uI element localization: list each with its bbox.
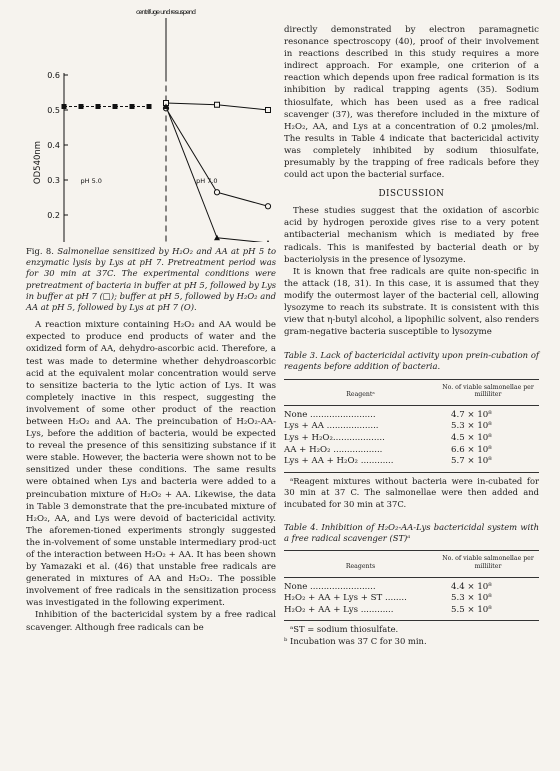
data-point <box>215 102 220 107</box>
paragraph: Inhibition of the bactericidal system by a free radical scavenger. Although free radicals can be <box>26 610 276 633</box>
table-cell-reagent: AA + H₂O₂ .................. <box>284 444 383 455</box>
series-line <box>217 105 268 110</box>
table-4-footnote: ᵇ Incubation was 37 C for 30 min. <box>284 635 427 646</box>
table-cell-count: 6.6 × 10⁸ <box>451 444 492 455</box>
table-4-header-reagent: Reagents <box>284 551 437 577</box>
data-point <box>214 190 219 195</box>
table-row <box>284 405 539 421</box>
table-3 <box>284 350 539 510</box>
table-3-footnote: ᵃReagent mixtures without bacteria were in-cubated for 30 min at 37 C. The salmonellae were then added and incubated for 30 min at 37C. <box>284 475 539 509</box>
table-cell-reagent: None ........................ <box>284 409 376 420</box>
series-line <box>166 107 217 238</box>
left-body <box>26 319 276 633</box>
table-cell-count: 5.5 × 10⁸ <box>451 604 492 615</box>
table-cell-reagent: Lys + AA + H₂O₂ ............ <box>284 456 394 467</box>
table-row <box>284 593 539 605</box>
table-4-caption: Table 4. Inhibition of H₂O₂-AA-Lys bactericidal system with a free radical scavenger (ST)ᵃ <box>284 522 539 544</box>
series-line <box>166 103 217 105</box>
table-cell-reagent: H₂O₂ + AA + Lys ............ <box>284 604 394 615</box>
table-3-grid <box>284 379 539 473</box>
y-tick-label: 0.6 <box>47 71 60 80</box>
data-point <box>265 240 271 242</box>
table-cell-reagent: H₂O₂ + AA + Lys + ST ........ <box>284 593 407 604</box>
series-line <box>217 192 268 206</box>
table-4-grid <box>284 550 539 621</box>
table-cell-count: 4.4 × 10⁸ <box>451 581 492 592</box>
figure-caption-text: Salmonellae sensitized by H₂O₂ and AA at pH 5 to enzymatic lysis by Lys at pH 7. Pretreatment period was for 30 min at 37C. The experimental conditions were pretreatment of bacteria in buffer at pH 5, followed by Lys in buffer at pH 7 (□); buffer at pH 5, followed by H₂O₂ and AA at pH 5, followed by Lys at pH 7 (O). <box>26 246 276 313</box>
data-point <box>147 104 152 109</box>
y-tick-label: 0.4 <box>47 141 60 150</box>
table-4-footnote: ᵃST = sodium thiosulfate. <box>290 624 399 635</box>
table-4-header-count: No. of viable salmonellae per milliliter <box>437 551 539 577</box>
table-4 <box>284 522 539 647</box>
table-cell-reagent: None ........................ <box>284 581 376 592</box>
data-point <box>130 104 135 109</box>
y-tick-label: 0.2 <box>47 211 60 220</box>
right-column <box>284 0 539 647</box>
data-point <box>266 108 271 113</box>
data-point <box>113 104 118 109</box>
table-row <box>284 433 539 445</box>
table-cell-count: 4.7 × 10⁸ <box>451 409 492 420</box>
figure-8-chart <box>26 0 276 242</box>
paragraph: These studies suggest that the oxidation of ascorbic acid by hydrogen peroxide gives rise to a very potent antibacterial mechanism which is mediated by free radicals. This is manifested by bacterial death or by bacteriolysis in the presence of lysozyme. <box>284 206 539 265</box>
data-point <box>62 104 67 109</box>
left-column <box>26 0 276 634</box>
paragraph: A reaction mixture containing H₂O₂ and AA would be expected to produce end products of water and the oxidized form of AA, dehydro-ascorbic acid. Therefore, a test was made to determine whether dehydroascorbic acid at the equivalent molar concentration would serve to sensitize bacteria to the lytic action of Lys. It was completely inactive in this respect, suggesting the involvement of some other product of the reaction between H₂O₂ and AA. The preincubation of H₂O₂-AA-Lys, before the addition of bacteria, would be expected to reveal the presence of this sensitizing substance if it were stable. However, the bacteria were shown not to be sensitized under these conditions. The same results were obtained when Lys and bacteria were added to a preincubation mixture of H₂O₂ + AA. Likewise, the data in Table 3 demonstrate that the pre-incubated mixture of H₂O₂, AA, and Lys were devoid of bactericidal activity. The aforemen-tioned experiments strongly suggested the in-volvement of some unstable intermediary prod-uct of the interaction between H₂O₂ + AA. It has been shown by Yamazaki et al. (46) that unstable free radicals are generated in mixtures of AA and H₂O₂. The possible involvement of free radicals in the sensitization process was investigated in the following experiment. <box>26 320 276 609</box>
phase-label: pH 7.0 <box>196 177 218 185</box>
table-row <box>284 456 539 472</box>
data-point <box>79 104 84 109</box>
table-row <box>284 577 539 593</box>
table-cell-reagent: Lys + AA ................... <box>284 421 379 432</box>
right-body <box>284 24 539 181</box>
paragraph: It is known that free radicals are quite non-specific in the attack (18, 31). In this case, it is assumed that they modify the outermost layer of the bacterial cell, allowing lysozyme to reach its substrate. It is consistent with this view that η-butyl alcohol, a lipophilic solvent, also renders gram-negative bacteria susceptible to lysozyme <box>284 266 539 338</box>
y-tick-label: 0.5 <box>47 106 60 115</box>
table-cell-count: 5.7 × 10⁸ <box>451 456 492 467</box>
figure-caption-label: Fig. 8. <box>26 246 54 256</box>
table-3-header-count: No. of viable salmonellae per milliliter <box>437 379 539 405</box>
series-line <box>166 108 217 192</box>
y-tick-label: 0.3 <box>47 176 60 185</box>
series-line <box>217 238 268 242</box>
data-point <box>96 104 101 109</box>
table-cell-count: 4.5 × 10⁸ <box>451 433 492 444</box>
centrifuge-annotation: centrifuge und resuspend <box>136 8 196 16</box>
table-cell-count: 5.3 × 10⁸ <box>451 421 492 432</box>
section-heading: DISCUSSION <box>378 189 445 200</box>
y-axis-label: OD540nm <box>33 140 43 185</box>
table-3-header-reagent: Reagentᵃ <box>284 379 437 405</box>
figure-caption <box>26 246 276 313</box>
phase-label: pH 5.0 <box>80 177 102 185</box>
table-row <box>284 421 539 433</box>
table-3-caption: Table 3. Lack of bactericidal activity upon prein-cubation of reagents before addition of bacteria. <box>284 350 539 372</box>
table-row <box>284 445 539 457</box>
data-point <box>265 204 270 209</box>
table-cell-reagent: Lys + H₂O₂................... <box>284 433 385 444</box>
table-row <box>284 605 539 621</box>
paragraph: directly demonstrated by electron paramagnetic resonance spectroscopy (40), proof of their involvement in reactions described in this study requires a more indirect approach. For example, one criterion of a reaction which depends upon free radical formation is its inhibition by radical trapping agents (35). Sodium thiosulfate, which has been used as a free radical scavenger (37), was therefore included in the mixture of H₂O₂, AA, and Lys at a concentration of 0.2 µmoles/ml. The results in Table 4 indicate that bactericidal activity was completely inhibited by sodium thiosulfate, presumably by the trapping of free radicals before they could act upon the bacterial surface. <box>284 25 539 181</box>
table-cell-count: 5.3 × 10⁸ <box>451 593 492 604</box>
